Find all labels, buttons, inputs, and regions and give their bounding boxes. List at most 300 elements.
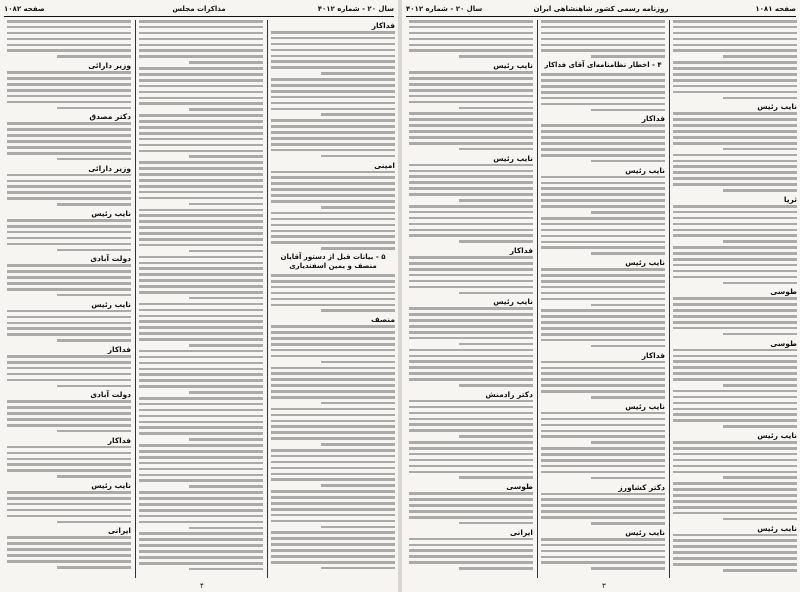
text-line — [7, 327, 131, 330]
speaker-label: نایب رئیس — [493, 153, 533, 163]
text-line — [591, 304, 665, 307]
text-line — [139, 479, 263, 482]
paragraph — [409, 112, 533, 150]
text-line — [139, 497, 263, 500]
text-line — [541, 85, 665, 88]
text-line — [541, 73, 665, 76]
text-line — [271, 137, 395, 140]
text-line — [139, 456, 263, 459]
text-line — [7, 361, 131, 364]
text-line — [271, 188, 395, 191]
paragraph — [7, 71, 131, 109]
text-line — [7, 237, 131, 240]
text-line — [321, 443, 395, 446]
text-line — [271, 531, 395, 534]
text-line — [189, 61, 263, 64]
paragraph — [139, 209, 263, 253]
text-line — [271, 561, 395, 564]
text-line — [673, 408, 797, 411]
text-line — [189, 568, 263, 571]
text-line — [271, 520, 395, 523]
text-line — [541, 246, 665, 249]
speaker-label: طوسی — [506, 482, 533, 492]
text-line — [541, 193, 665, 196]
text-line — [271, 496, 395, 499]
text-line — [7, 32, 131, 35]
text-line — [723, 476, 797, 479]
text-line — [7, 406, 131, 409]
text-line — [271, 537, 395, 540]
text-line — [673, 563, 797, 566]
text-line — [271, 212, 395, 215]
text-line — [271, 171, 395, 174]
column — [139, 20, 263, 574]
paragraph — [7, 219, 131, 251]
column — [271, 20, 395, 573]
text-line — [541, 38, 665, 41]
text-line — [7, 134, 131, 137]
text-line — [271, 396, 395, 399]
text-line — [139, 462, 263, 465]
text-line — [139, 303, 263, 306]
speaker-label: دکتر مصدق — [89, 112, 131, 122]
paragraph — [139, 397, 263, 441]
text-line — [591, 55, 665, 58]
text-line — [7, 270, 131, 273]
text-line — [673, 557, 797, 560]
text-line — [271, 131, 395, 134]
text-line — [271, 200, 395, 203]
text-line — [7, 322, 131, 325]
text-line — [7, 463, 131, 466]
text-line — [673, 413, 797, 416]
text-line — [409, 465, 533, 468]
text-line — [271, 420, 395, 423]
text-line — [459, 384, 533, 387]
text-line — [541, 292, 665, 295]
text-line — [409, 498, 533, 501]
text-line — [673, 217, 797, 220]
text-line — [139, 468, 263, 471]
text-line — [723, 569, 797, 572]
paragraph — [541, 447, 665, 479]
speaker-label: نایب رئیس — [91, 209, 131, 219]
text-line — [541, 550, 665, 553]
text-line — [409, 164, 533, 167]
text-line — [139, 85, 263, 88]
text-line — [409, 319, 533, 322]
text-line — [7, 400, 131, 403]
text-line — [271, 96, 395, 99]
text-line — [139, 373, 263, 376]
paragraph — [139, 161, 263, 205]
paragraph — [271, 274, 395, 312]
text-line — [409, 538, 533, 541]
speaker-label: نایب رئیس — [757, 431, 797, 441]
text-line — [139, 185, 263, 188]
paragraph — [673, 20, 797, 58]
text-line — [673, 130, 797, 133]
paragraph — [7, 264, 131, 296]
text-line — [723, 148, 797, 151]
column-divider — [669, 20, 670, 578]
text-line — [673, 79, 797, 82]
text-line — [271, 31, 395, 34]
text-line — [139, 67, 263, 70]
text-line — [7, 20, 131, 23]
speaker-label: نایب رئیس — [757, 102, 797, 112]
text-line — [139, 368, 263, 371]
text-line — [7, 185, 131, 188]
text-line — [723, 282, 797, 285]
text-line — [409, 360, 533, 363]
text-line — [139, 521, 263, 524]
text-line — [409, 130, 533, 133]
text-line — [57, 203, 131, 206]
paragraph — [7, 400, 131, 432]
text-line — [57, 566, 131, 569]
paragraph — [673, 297, 797, 335]
text-line — [673, 270, 797, 273]
text-line — [7, 71, 131, 74]
paragraph — [7, 536, 131, 568]
speaker-label: دولت آبادی — [90, 390, 131, 400]
text-line — [139, 273, 263, 276]
text-line — [7, 554, 131, 557]
text-line — [7, 152, 131, 155]
text-line — [409, 83, 533, 86]
text-line — [7, 180, 131, 183]
text-line — [7, 140, 131, 143]
text-line — [541, 268, 665, 271]
text-line — [409, 504, 533, 507]
text-line — [139, 538, 263, 541]
text-line — [673, 136, 797, 139]
text-line — [673, 252, 797, 255]
column-divider — [537, 20, 538, 578]
text-line — [541, 223, 665, 226]
text-line — [139, 191, 263, 194]
text-line — [673, 165, 797, 168]
left-page — [0, 0, 398, 592]
text-line — [139, 214, 263, 217]
text-line — [139, 226, 263, 229]
text-line — [139, 97, 263, 100]
text-line — [7, 509, 131, 512]
text-line — [673, 73, 797, 76]
text-line — [459, 148, 533, 151]
text-line — [7, 424, 131, 427]
text-line — [541, 321, 665, 324]
text-line — [409, 325, 533, 328]
text-line — [409, 118, 533, 121]
paragraph — [673, 205, 797, 243]
text-line — [321, 206, 395, 209]
text-line — [139, 262, 263, 265]
text-line — [7, 458, 131, 461]
text-line — [271, 455, 395, 458]
text-line — [271, 108, 395, 111]
text-line — [139, 132, 263, 135]
text-line — [7, 373, 131, 376]
text-line — [271, 502, 395, 505]
speaker-label: نایب رئیس — [493, 61, 533, 71]
paragraph — [271, 325, 395, 363]
text-line — [271, 449, 395, 452]
text-line — [541, 187, 665, 190]
text-line — [139, 432, 263, 435]
text-line — [409, 349, 533, 352]
text-line — [139, 503, 263, 506]
text-line — [673, 205, 797, 208]
paragraph — [271, 212, 395, 250]
text-line — [7, 95, 131, 98]
text-line — [139, 167, 263, 170]
page-number: ۴ — [200, 582, 204, 590]
text-line — [271, 119, 395, 122]
text-line — [591, 441, 665, 444]
speaker-label: امینی — [374, 160, 395, 170]
text-line — [139, 409, 263, 412]
newspaper-title: روزنامه رسمی کشور شاهنشاهی ایران — [533, 5, 669, 13]
text-line — [541, 241, 665, 244]
text-line — [541, 130, 665, 133]
text-line — [271, 37, 395, 40]
text-line — [409, 205, 533, 208]
text-line — [409, 142, 533, 145]
text-line — [139, 91, 263, 94]
text-line — [591, 345, 665, 348]
text-line — [271, 176, 395, 179]
text-line — [321, 484, 395, 487]
text-line — [409, 471, 533, 474]
text-line — [139, 403, 263, 406]
paragraph — [541, 412, 665, 444]
text-line — [459, 343, 533, 346]
text-line — [139, 20, 263, 23]
text-line — [541, 538, 665, 541]
speaker-label: نایب رئیس — [91, 299, 131, 309]
text-line — [139, 544, 263, 547]
text-line — [673, 402, 797, 405]
text-line — [409, 516, 533, 519]
paragraph — [541, 493, 665, 525]
text-line — [139, 197, 263, 200]
text-line — [673, 390, 797, 393]
text-line — [673, 419, 797, 422]
speaker-label: فداکار — [107, 345, 131, 355]
text-line — [541, 333, 665, 336]
text-line — [673, 264, 797, 267]
text-line — [7, 49, 131, 52]
text-line — [591, 160, 665, 163]
text-line — [673, 494, 797, 497]
text-line — [7, 128, 131, 131]
text-line — [139, 421, 263, 424]
text-line — [7, 282, 131, 285]
paragraph — [409, 400, 533, 438]
text-line — [271, 367, 395, 370]
text-line — [409, 217, 533, 220]
text-line — [189, 527, 263, 530]
paragraph — [271, 119, 395, 157]
text-line — [7, 379, 131, 382]
text-line — [271, 125, 395, 128]
text-line — [139, 532, 263, 535]
text-line — [541, 217, 665, 220]
text-line — [7, 418, 131, 421]
text-line — [321, 72, 395, 75]
text-line — [409, 286, 533, 289]
text-line — [409, 32, 533, 35]
text-line — [723, 425, 797, 428]
text-line — [673, 539, 797, 542]
text-line — [409, 492, 533, 495]
paragraph — [7, 491, 131, 523]
section-title: مذاکرات مجلس — [172, 5, 226, 13]
column — [7, 20, 131, 572]
text-line — [271, 55, 395, 58]
text-line — [271, 343, 395, 346]
paragraph — [271, 78, 395, 116]
speaker-label: ایرانی — [107, 526, 131, 536]
text-line — [673, 142, 797, 145]
text-line — [7, 101, 131, 104]
text-line — [541, 327, 665, 330]
text-line — [673, 465, 797, 468]
paragraph — [271, 531, 395, 569]
text-line — [673, 183, 797, 186]
text-line — [541, 154, 665, 157]
speaker-label: نایب رئیس — [757, 523, 797, 533]
right-page — [402, 0, 800, 592]
text-line — [541, 471, 665, 474]
text-line — [409, 187, 533, 190]
text-line — [189, 344, 263, 347]
text-line — [541, 229, 665, 232]
paragraph — [271, 367, 395, 405]
text-line — [7, 219, 131, 222]
text-line — [409, 175, 533, 178]
text-line — [271, 286, 395, 289]
text-line — [139, 32, 263, 35]
text-line — [541, 418, 665, 421]
text-line — [541, 182, 665, 185]
text-line — [673, 360, 797, 363]
text-line — [673, 20, 797, 23]
paragraph — [271, 408, 395, 446]
text-line — [409, 459, 533, 462]
text-line — [139, 220, 263, 223]
text-line — [673, 488, 797, 491]
page-label: صفحه ۱۰۸۲ — [4, 5, 45, 13]
text-line — [271, 431, 395, 434]
text-line — [139, 38, 263, 41]
text-line — [321, 567, 395, 570]
text-line — [139, 385, 263, 388]
text-line — [541, 176, 665, 179]
text-line — [591, 109, 665, 112]
speaker-label: نایب رئیس — [493, 297, 533, 307]
text-line — [139, 556, 263, 559]
issue-label: سال ۲۰ - شماره ۴۰۱۲ — [317, 5, 394, 13]
text-line — [673, 396, 797, 399]
text-line — [673, 441, 797, 444]
text-line — [673, 32, 797, 35]
text-line — [409, 89, 533, 92]
text-line — [139, 150, 263, 153]
text-line — [7, 316, 131, 319]
text-line — [459, 476, 533, 479]
text-line — [541, 124, 665, 127]
text-line — [7, 276, 131, 279]
text-line — [139, 55, 263, 58]
text-line — [271, 414, 395, 417]
text-line — [139, 267, 263, 270]
text-line — [409, 49, 533, 52]
text-line — [409, 429, 533, 432]
text-line — [7, 264, 131, 267]
text-line — [409, 124, 533, 127]
paragraph — [7, 355, 131, 387]
text-line — [271, 378, 395, 381]
text-line — [139, 379, 263, 382]
text-line — [139, 179, 263, 182]
text-line — [409, 453, 533, 456]
text-line — [271, 292, 395, 295]
text-line — [139, 474, 263, 477]
text-line — [271, 337, 395, 340]
paragraph — [541, 124, 665, 162]
text-line — [7, 310, 131, 313]
text-line — [673, 506, 797, 509]
text-line — [271, 325, 395, 328]
text-line — [271, 60, 395, 63]
text-line — [409, 561, 533, 564]
text-line — [139, 415, 263, 418]
text-line — [7, 548, 131, 551]
text-line — [271, 543, 395, 546]
text-line — [541, 378, 665, 381]
text-line — [541, 493, 665, 496]
paragraph — [541, 309, 665, 347]
text-line — [409, 555, 533, 558]
text-line — [541, 447, 665, 450]
text-line — [673, 112, 797, 115]
paragraph — [7, 20, 131, 58]
text-line — [409, 95, 533, 98]
speaker-label: ایرانی — [509, 527, 533, 537]
text-line — [673, 303, 797, 306]
text-line — [7, 503, 131, 506]
paragraph — [409, 71, 533, 109]
paragraph — [409, 441, 533, 479]
text-line — [139, 279, 263, 282]
text-line — [139, 256, 263, 259]
text-line — [409, 256, 533, 259]
paragraph — [673, 154, 797, 192]
column — [673, 20, 797, 575]
text-line — [7, 542, 131, 545]
text-line — [7, 367, 131, 370]
paragraph — [139, 350, 263, 394]
text-line — [271, 149, 395, 152]
text-line — [673, 154, 797, 157]
text-line — [673, 321, 797, 324]
text-line — [541, 298, 665, 301]
text-line — [271, 437, 395, 440]
column-divider — [267, 20, 268, 578]
